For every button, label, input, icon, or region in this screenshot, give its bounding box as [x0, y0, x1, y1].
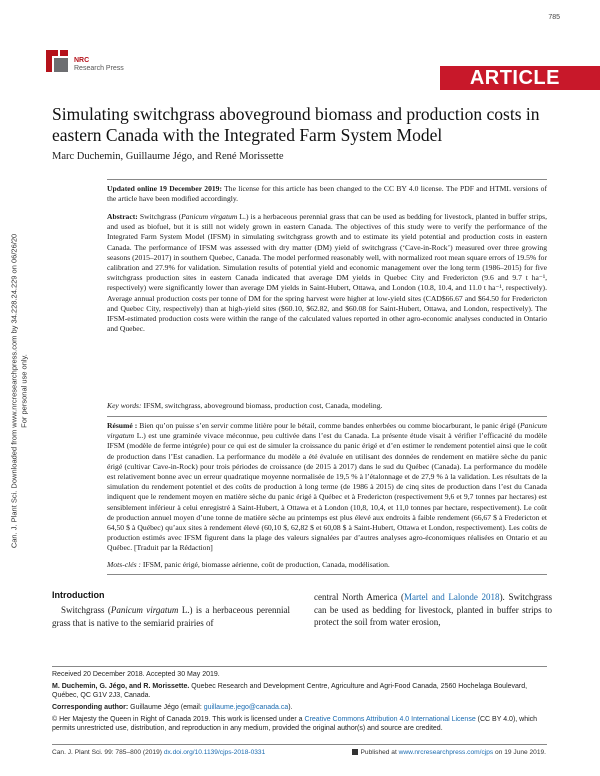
intro-right-text-1: central North America ( — [314, 592, 405, 602]
abstract-species: Panicum virgatum — [181, 212, 238, 221]
sidebar-line-2: For personal use only. — [19, 354, 28, 428]
nrc-logo — [44, 48, 134, 78]
intro-left-text-1: Switchgrass ( — [61, 605, 111, 615]
divider — [52, 666, 547, 667]
intro-right-text-2: ). Switchgrass can be used as bedding for livestock, planted in buffer strips to protect the soil from water erosion, — [314, 592, 552, 628]
nrc-logo-icon — [44, 48, 70, 74]
published-text-1: Published at — [360, 749, 397, 756]
divider — [52, 744, 547, 745]
author-list: Marc Duchemin, Guillaume Jégo, and René Morissette — [52, 151, 284, 162]
published-info — [352, 749, 547, 756]
affiliation-text: Quebec Research and Development Centre, Agriculture and Agri-Food Canada, 2560 Hochelaga Boulevard, Québec, QC G1V 2J3, Canada. — [52, 683, 528, 699]
license-link[interactable]: Creative Commons Attribution 4.0 International License — [304, 716, 476, 723]
received-dates: Received 20 December 2018. Accepted 30 May 2019. — [52, 671, 220, 678]
citation-text: Can. J. Plant Sci. 99: 785–800 (2019) — [52, 749, 162, 756]
update-note-label: Updated online 19 December 2019: — [107, 184, 222, 193]
update-note — [107, 184, 547, 204]
resume-text-1: Bien qu’on puisse s’en servir comme litière pour le bétail, comme bandes enherbées ou comme biocarburant, le panic érigé ( — [139, 421, 521, 430]
corresponding-email-link[interactable]: guillaume.jego@canada.ca — [203, 704, 289, 711]
reference-link[interactable]: Martel and Lalonde 2018 — [404, 592, 500, 602]
copyright-text-2: (CC BY 4.0), which permits unrestricted use, distribution, and reproduction in any medium, provided the original author(s) and source are credited. — [52, 716, 538, 732]
logo-name: NRC — [74, 57, 90, 64]
citation — [52, 749, 265, 756]
corresponding-author — [52, 703, 547, 712]
mots-cles — [107, 560, 547, 570]
corresponding-name: Guillaume Jégo (email: — [130, 704, 202, 711]
keywords-text: IFSM, switchgrass, aboveground biomass, production cost, Canada, modeling. — [143, 401, 383, 410]
paper-title: Simulating switchgrass aboveground biomass and production costs in eastern Canada with the Integrated Farm System Model — [52, 104, 540, 145]
published-text-2: on 19 June 2019. — [495, 749, 546, 756]
copyright — [52, 715, 547, 733]
introduction-left-column — [52, 604, 290, 629]
affiliation — [52, 682, 547, 700]
abstract-text-1: Switchgrass ( — [139, 212, 182, 221]
update-note-text: The license for this article has been changed to the CC BY 4.0 license. The PDF and HTML versions of the article have been modified accordingly. — [107, 184, 547, 204]
resume-label: Résumé : — [107, 421, 138, 430]
resume-text-2: L.) est une graminée vivace méconnue, peu cultivée dans l’est du Canada. La présente étude visait à vérifier l’efficacité du modèle IFSM (modèle de ferme intégrée) pour ce qui est de simuler la croissance du panic érigé et d’en estimer le rendement potentiel ainsi que le coût de production dans l’Est canadien. La performance du modèle a été évaluée en utilisant des données de rendement en matière sèche du panic érigé (cultivar Cave-in-Rock) pour trois périodes de croissance (de 2015 à 2017) dans le sud du Québec (Canada). La performance du modèle est relativement bonne avec un erreur quadratique moyenne normalisée de 19,5 % à l’étalonnage et de 27,9 % à la validation. Les résultats de la simulation du rendement potentiel et des coûts de production à long terme (de 1986 à 2015) de cinq sites de production dans l’est du Canada indiquent que le rendement moyen en matière sèche du panic érigé à Québec et à Fredericton (respectivement 9,6 et 9,7 tonnes par hectares) est sensiblement inférieur à celui enregistré à Saint-Hubert, à Ottawa et à London (10,8, 10,4, et 11,0 tonnes par hectare, respectivement). Le coût de production annuel moyen d’une tonne de matière sèche au printemps est plus élevé aux endroits à faible rendement (66,67 $ à Fredericton et 64,50 $ à Québec) qu’aux sites à rendement élevé (60,10 $, 62,82 $ et 60,08 $ à Saint-Hubert, Ottawa et London, respectivement). Les coûts de production estimés avec IFSM figurent dans la plage des valeurs signalées par d’autres analyses agro-économiques réalisées en Ontario et au Québec. [Traduit par la Rédaction] — [107, 431, 547, 553]
logo-subtitle: Research Press — [74, 65, 124, 72]
square-bullet-icon — [352, 749, 358, 755]
resume-species: Panicum virgatum — [107, 421, 548, 441]
divider — [107, 179, 547, 180]
copyright-text-1: © Her Majesty the Queen in Right of Canada 2019. This work is licensed under a — [52, 716, 303, 723]
sidebar-line-1: Can. J. Plant Sci. Downloaded from www.nrcresearchpress.com by 34.228.24.229 on 06/26/20 — [9, 233, 19, 549]
divider — [107, 416, 547, 417]
intro-left-species: Panicum virgatum — [110, 605, 179, 615]
download-sidebar — [4, 176, 34, 606]
abstract-text-2: L.) is a herbaceous perennial grass that can be used as bedding for livestock, planted in buffer strips, and used as biofuel, but it is still not widely grown in eastern Canada. The objectives of this study were to verify the performance of the Integrated Farm System Model (IFSM) in simulating switchgrass growth and to estimate its yield potential and production costs in eastern Canada. The performance of IFSM was assessed with dry matter (DM) yield of switchgrass (‘Cave-in-Rock’) measured over three growing seasons (2015–2017) in southern Quebec, Canada. The model performed reasonably well, with normalized root mean square errors of 19.5% for calibration and 27.9% for validation. Simulation results of potential yield and economic management over the long term (1986–2015) for five switchgrass production sites in eastern Canada indicated that average DM yields in Quebec City and Fredericton (9.6 and 9.7 t ha⁻¹, respectively) were significantly lower than average DM yields in Saint-Hubert, Ottawa, and London (10.8, 10.4, and 11.0 t ha⁻¹, respectively). Average annual production costs per tonne of DM for the spring harvest were higher at low-yield sites (CAD$66.67 and $64.50 for Fredericton and Quebec City, respectively) than at high-yield sites ($60.10, $62.82, and $60.08 for Saint-Hubert, Ottawa, and London, respectively). The IFSM-estimated production costs were within the range of the calculated values reported in other agro-economic analyses conducted in Ontario and Quebec. — [107, 212, 547, 334]
introduction-right-column — [314, 591, 552, 629]
corresponding-end: ). — [288, 704, 293, 711]
doi-link[interactable]: dx.doi.org/10.1139/cjps-2018-0331 — [163, 749, 266, 756]
corresponding-label: Corresponding author: — [52, 704, 129, 711]
keywords — [107, 401, 547, 411]
intro-left-text-2: L.) is a herbaceous perennial grass that is native to the semiarid prairies of — [52, 605, 291, 628]
abstract — [107, 212, 547, 334]
abstract-label: Abstract: — [107, 212, 138, 221]
mots-cles-label: Mots-clés : — [107, 560, 141, 569]
page-number: 785 — [548, 14, 560, 21]
keywords-label: Key words: — [107, 401, 142, 410]
article-banner-label: ARTICLE — [469, 67, 560, 89]
divider — [107, 574, 547, 575]
affiliation-names: M. Duchemin, G. Jégo, and R. Morissette. — [52, 683, 190, 690]
mots-cles-text: IFSM, panic érigé, biomasse aérienne, coût de production, Canada, modélisation. — [142, 560, 390, 569]
article-banner — [440, 66, 600, 90]
introduction-heading: Introduction — [52, 590, 105, 600]
journal-site-link[interactable]: www.nrcresearchpress.com/cjps — [398, 749, 494, 756]
resume — [107, 421, 547, 554]
